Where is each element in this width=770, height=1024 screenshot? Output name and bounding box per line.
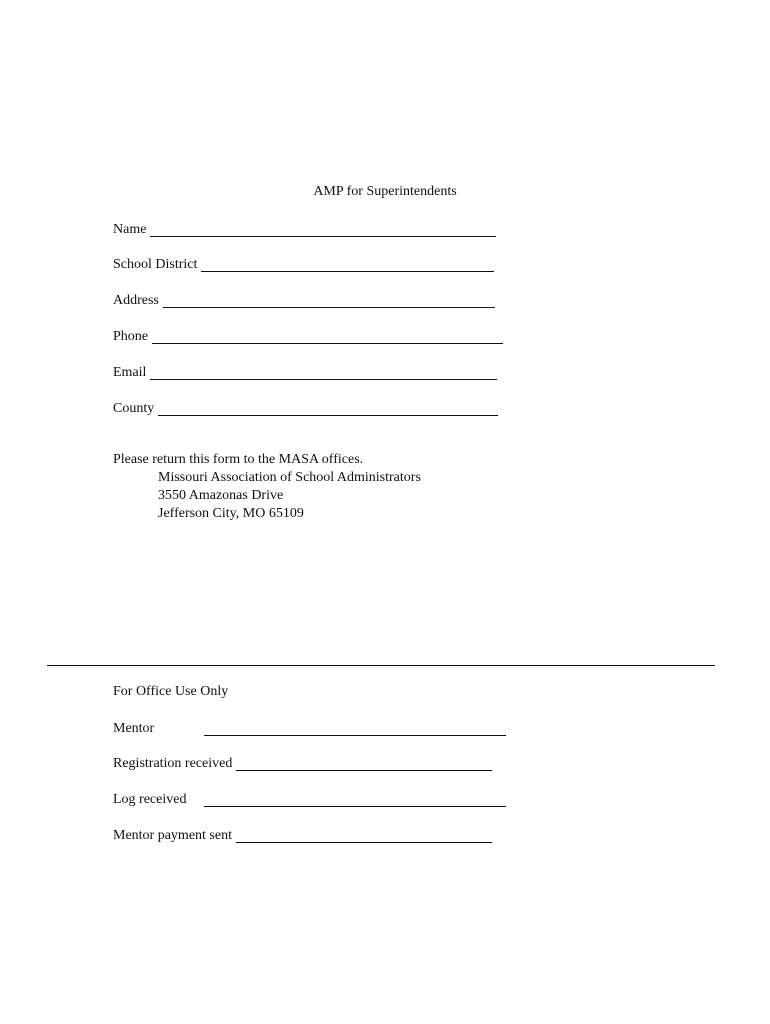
name-field xyxy=(113,219,496,239)
return-instruction-text: Please return this form to the MASA offices. xyxy=(113,452,364,467)
email-field xyxy=(113,362,497,382)
registration-received-input-line[interactable] xyxy=(236,756,492,771)
phone-label: Phone xyxy=(113,329,148,344)
mentor-label: Mentor xyxy=(113,721,155,736)
county-input-line[interactable] xyxy=(158,401,498,416)
address-input-line[interactable] xyxy=(163,293,495,308)
section-divider xyxy=(47,665,715,666)
phone-field xyxy=(113,326,503,346)
school-district-input-line[interactable] xyxy=(201,257,494,272)
registration-received-label: Registration received xyxy=(113,756,233,771)
registration-received-field xyxy=(113,753,492,773)
school-district-label: School District xyxy=(113,257,198,272)
address-label: Address xyxy=(113,293,159,308)
city-state-zip: Jefferson City, MO 65109 xyxy=(158,506,304,521)
log-received-label: Log received xyxy=(113,792,187,807)
mentor-input-line[interactable] xyxy=(204,721,506,736)
return-instructions xyxy=(113,451,421,523)
form-title: AMP for Superintendents xyxy=(313,184,457,199)
street-address: 3550 Amazonas Drive xyxy=(158,488,284,503)
county-label: County xyxy=(113,401,155,416)
mentor-payment-sent-label: Mentor payment sent xyxy=(113,828,232,843)
mentor-payment-sent-input-line[interactable] xyxy=(236,828,492,843)
school-district-field xyxy=(113,254,494,274)
address-field xyxy=(113,290,495,310)
org-name: Missouri Association of School Administrators xyxy=(158,470,421,485)
email-label: Email xyxy=(113,365,147,380)
mentor-field xyxy=(113,718,506,738)
office-use-heading: For Office Use Only xyxy=(113,684,229,699)
mentor-payment-sent-field xyxy=(113,825,492,845)
log-received-field xyxy=(113,789,506,809)
log-received-input-line[interactable] xyxy=(204,792,506,807)
name-label: Name xyxy=(113,222,147,237)
phone-input-line[interactable] xyxy=(152,329,503,344)
email-input-line[interactable] xyxy=(150,365,497,380)
county-field xyxy=(113,398,498,418)
name-input-line[interactable] xyxy=(150,222,496,237)
